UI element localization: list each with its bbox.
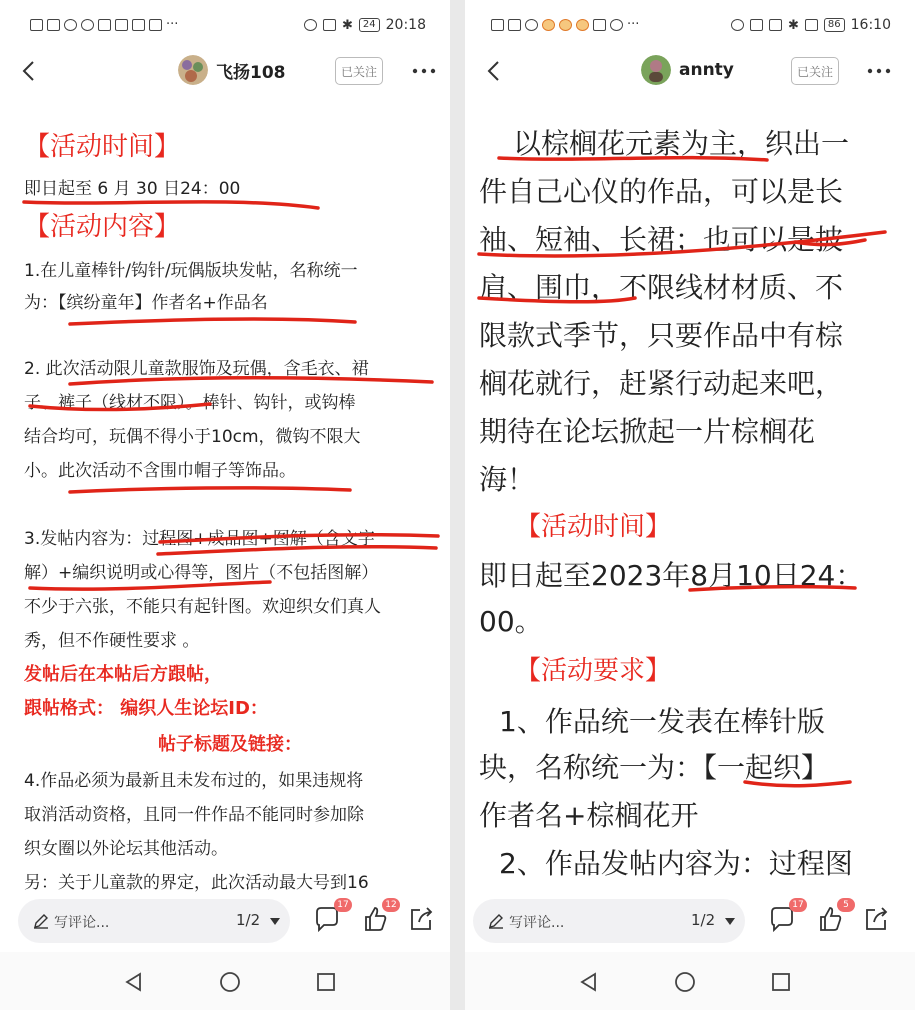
- app-icon: [593, 19, 606, 31]
- more-icon[interactable]: [866, 58, 892, 84]
- nfc-icon: [750, 19, 763, 31]
- wifi-icon: [525, 19, 538, 31]
- text-line: 即日起至2023年8月10日24：: [479, 559, 864, 592]
- red-note: 帖子标题及链接：: [158, 734, 302, 755]
- system-nav-bar: [0, 952, 450, 1010]
- post-content: [465, 92, 915, 894]
- text-line: 1、作品统一发表在棒针版: [499, 705, 825, 738]
- text-line: 取消活动资格，且同一件作品不能同时参加除: [24, 805, 364, 825]
- comment-placeholder: 写评论...: [54, 915, 110, 931]
- text-line: 织女圈以外论坛其他活动。: [24, 839, 228, 859]
- post-header: [0, 50, 450, 92]
- system-nav-bar: [465, 952, 915, 1010]
- share-button[interactable]: [406, 904, 436, 934]
- status-time: 16:10: [850, 17, 891, 33]
- app-icon: [132, 19, 145, 31]
- app-icon: [81, 19, 94, 31]
- nav-back-icon[interactable]: [577, 970, 601, 994]
- text-line: 00。: [479, 605, 543, 638]
- section-heading: 【活动时间】: [24, 132, 181, 162]
- text-line: 作者名+棕榈花开: [479, 799, 699, 832]
- status-icons-left: [30, 17, 178, 32]
- share-icon: [406, 904, 436, 934]
- eye-icon: [731, 19, 744, 31]
- more-notifications-icon: ···: [627, 17, 640, 32]
- hd-icon: [491, 19, 504, 31]
- text-line: 块，名称统一为：【一起织】: [479, 751, 830, 784]
- nav-recent-icon[interactable]: [769, 970, 793, 994]
- app-icon: [115, 19, 128, 31]
- pencil-icon: [32, 912, 50, 930]
- share-icon: [861, 904, 891, 934]
- battery-indicator: 86: [824, 18, 845, 32]
- back-icon[interactable]: [18, 59, 42, 83]
- right-screenshot: [465, 0, 915, 1010]
- status-bar: [0, 0, 450, 52]
- page-indicator[interactable]: 1/2: [236, 911, 261, 929]
- avatar[interactable]: [178, 55, 208, 85]
- comment-bar: [465, 894, 915, 952]
- text-line: 1.在儿童棒针/钩针/玩偶版块发帖，名称统一: [24, 261, 358, 281]
- text-line: 为：【缤纷童年】作者名+作品名: [24, 293, 268, 313]
- text-line: 期待在论坛掀起一片棕榈花: [479, 415, 816, 448]
- comment-input[interactable]: [18, 899, 290, 943]
- like-count-badge: 5: [837, 898, 855, 912]
- text-line: 以棕榈花元素为主，织出一: [513, 127, 850, 160]
- text-line: 解）+编织说明或心得等，图片（不包括图解）: [24, 563, 379, 583]
- wifi-icon: [64, 19, 77, 31]
- text-line: 不少于六张，不能只有起针图。欢迎织女们真人: [24, 597, 381, 617]
- status-time: 20:18: [385, 17, 426, 33]
- section-heading: 【活动内容】: [24, 212, 181, 242]
- text-line: 子、裤子（线材不限）。棒针、钩针，或钩棒: [24, 393, 356, 413]
- red-note: 跟帖格式： 编织人生论坛ID：: [24, 698, 268, 719]
- signal-icon: [47, 19, 60, 31]
- follow-button[interactable]: 已关注: [791, 57, 839, 85]
- author-name[interactable]: annty: [679, 60, 734, 80]
- comment-count-badge: 17: [789, 898, 807, 912]
- text-line: 肩、围巾，不限线材材质、不: [479, 271, 844, 304]
- text-line: 袖、短袖、长裙；也可以是披: [479, 223, 844, 256]
- comment-placeholder: 写评论...: [509, 915, 565, 931]
- post-header: [465, 50, 915, 92]
- more-notifications-icon: ···: [166, 17, 179, 32]
- author-info[interactable]: [641, 55, 734, 85]
- status-icons-right: [304, 17, 426, 33]
- like-count-badge: 12: [382, 898, 400, 912]
- app-icon: [149, 19, 162, 31]
- author-name[interactable]: 飞扬108: [216, 62, 286, 83]
- text-line: 2、作品发帖内容为：过程图: [499, 847, 853, 880]
- section-heading: 【活动要求】: [515, 656, 672, 686]
- text-line: 榈花就行，赶紧行动起来吧，: [479, 367, 844, 400]
- section-heading: 【活动时间】: [515, 512, 672, 542]
- like-button[interactable]: [815, 900, 849, 934]
- chevron-down-icon[interactable]: [270, 918, 280, 925]
- comment-button[interactable]: [312, 900, 349, 934]
- hd-icon: [30, 19, 43, 31]
- pencil-icon: [487, 912, 505, 930]
- text-line: 件自己心仪的作品，可以是长: [479, 175, 844, 208]
- post-content: [0, 92, 450, 894]
- text-line: 海！: [479, 463, 536, 496]
- app-icon: [542, 19, 555, 31]
- vibrate-icon: [805, 19, 818, 31]
- bluetooth-icon: ✱: [788, 17, 799, 33]
- text-line: 限款式季节，只要作品中有棕: [479, 319, 844, 352]
- comment-bar: [0, 894, 450, 952]
- text-line: 即日起至 6 月 30 日24：00: [24, 179, 241, 199]
- signal-icon: [508, 19, 521, 31]
- status-icons-right: [731, 17, 891, 33]
- app-icon: [559, 19, 572, 31]
- text-line: 另：关于儿童款的界定，此次活动最大号到16: [24, 873, 369, 893]
- app-icon: [98, 19, 111, 31]
- bluetooth-icon: ✱: [342, 17, 353, 33]
- left-screenshot: [0, 0, 450, 1010]
- app-icon: [576, 19, 589, 31]
- eye-icon: [304, 19, 317, 31]
- text-line: 4.作品必须为最新且未发布过的，如果违规将: [24, 771, 364, 791]
- author-info[interactable]: [178, 55, 286, 85]
- text-line: 3.发帖内容为：过程图+成品图+图解（含文字: [24, 529, 375, 549]
- follow-button[interactable]: 已关注: [335, 57, 383, 85]
- avatar[interactable]: [641, 55, 671, 85]
- status-icons-left: [491, 17, 639, 32]
- text-line: 秀，但不作硬性要求 。: [24, 631, 200, 651]
- text-line: 小。此次活动不含围巾帽子等饰品。: [24, 461, 296, 481]
- nfc-icon: [323, 19, 336, 31]
- app-icon: [610, 19, 623, 31]
- text-line: 2. 此次活动限儿童款服饰及玩偶，含毛衣、裙: [24, 359, 369, 379]
- status-bar: [465, 0, 915, 52]
- nav-back-icon[interactable]: [122, 970, 146, 994]
- page-indicator[interactable]: 1/2: [691, 911, 716, 929]
- more-icon[interactable]: [411, 58, 437, 84]
- nav-home-icon[interactable]: [673, 970, 697, 994]
- alarm-icon: [769, 19, 782, 31]
- comment-input[interactable]: [473, 899, 745, 943]
- share-button[interactable]: [861, 904, 891, 934]
- like-button[interactable]: [360, 900, 397, 934]
- red-note: 发帖后在本帖后方跟帖，: [24, 664, 222, 685]
- nav-home-icon[interactable]: [218, 970, 242, 994]
- nav-recent-icon[interactable]: [314, 970, 338, 994]
- comment-button[interactable]: [767, 900, 804, 934]
- battery-indicator: 24: [359, 18, 380, 32]
- back-icon[interactable]: [483, 59, 507, 83]
- comment-count-badge: 17: [334, 898, 352, 912]
- text-line: 结合均可，玩偶不得小于10cm，微钩不限大: [24, 427, 361, 447]
- chevron-down-icon[interactable]: [725, 918, 735, 925]
